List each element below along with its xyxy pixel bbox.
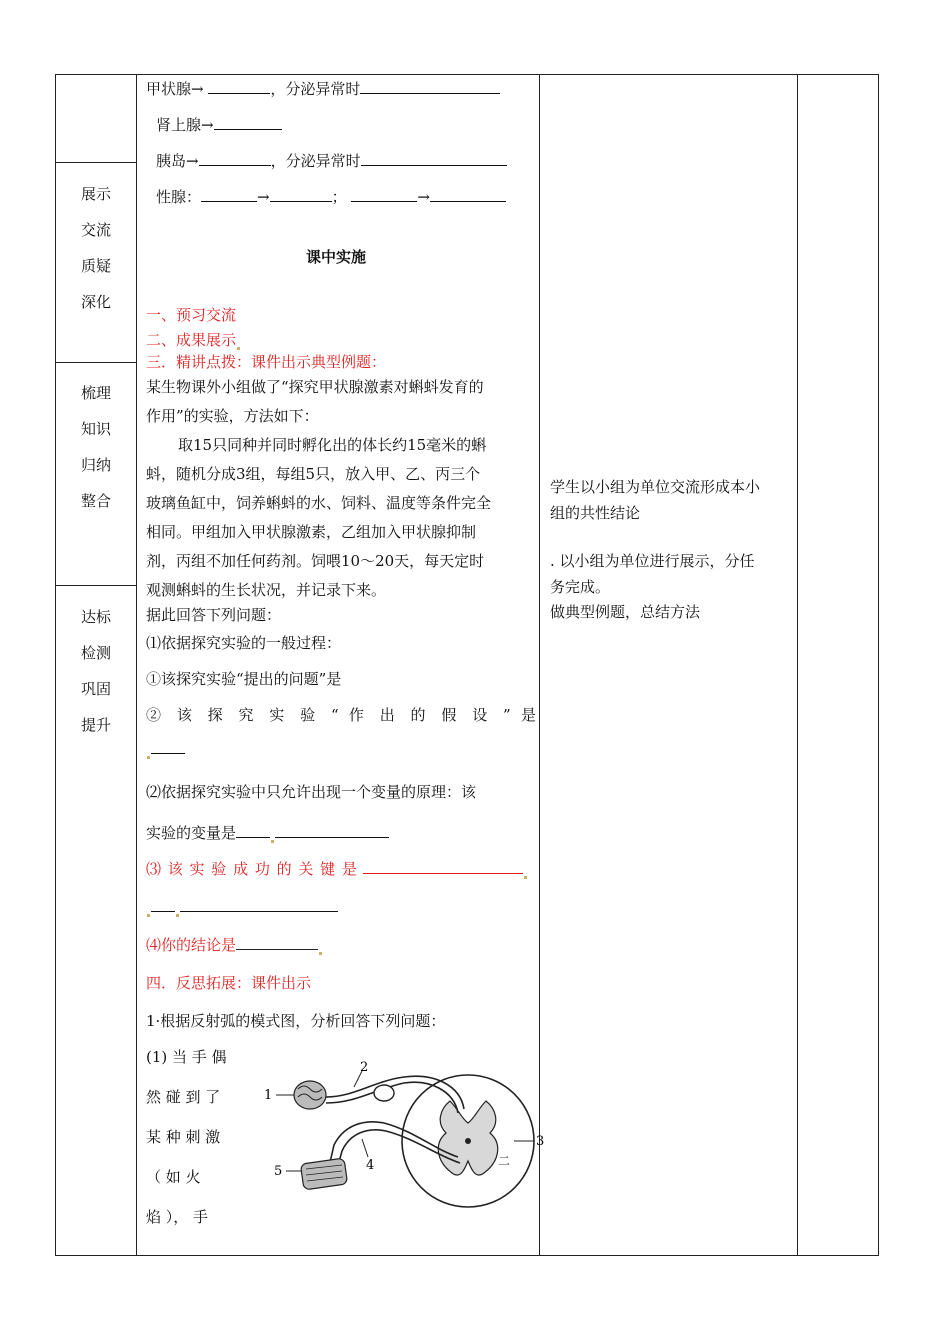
question-1: ⑴依据探究实验的一般过程：: [146, 634, 342, 652]
problem-paragraph-line: 玻璃鱼缸中，饲养蝌蚪的水、饲料、温度等条件完全: [146, 494, 492, 512]
question-3-blank-line: [146, 897, 338, 917]
diagram-label-part: 二: [498, 1154, 511, 1168]
answer-blank[interactable]: [214, 115, 282, 130]
answer-blank[interactable]: [363, 859, 523, 874]
question-2: ⑵依据探究实验中只允许出现一个变量的原理：该: [146, 783, 477, 801]
note-line: 做典型例题，总结方法: [550, 603, 701, 621]
problem-intro-line: 某生物课外小组做了“探究甲状腺激素对蝌蚪发育的: [146, 378, 484, 396]
reflex-side-text: 某 种 刺 激: [146, 1128, 221, 1146]
answer-blank[interactable]: [270, 187, 332, 202]
islet-fill-line: 胰岛→ ，分泌异常时: [156, 151, 507, 171]
reflex-question-title: 1·根据反射弧的模式图，分析回答下列问题：: [146, 1012, 446, 1030]
diagram-label-1: 1: [264, 1088, 273, 1103]
problem-paragraph-line: 取15只同种并同时孵化出的体长约15毫米的蝌: [178, 436, 487, 454]
question-4: ⑷你的结论是: [146, 935, 323, 955]
answer-blank[interactable]: [236, 823, 270, 838]
main-content: [146, 75, 545, 1255]
lesson-plan-table: [55, 74, 879, 1256]
row-divider: [56, 585, 136, 586]
problem-paragraph-line: 剂，丙组不加任何药剂。饲喂10～20天，每天定时: [146, 552, 485, 570]
section-label-display: 展示 交流 质疑 深化: [80, 185, 111, 311]
answer-blank[interactable]: [151, 739, 185, 754]
diagram-label-4: 4: [366, 1158, 375, 1173]
row-divider: [56, 362, 136, 363]
answer-blank[interactable]: [236, 935, 318, 950]
row-divider: [56, 162, 136, 163]
answer-blank[interactable]: [180, 897, 338, 912]
reflex-side-text: （ 如 火: [146, 1168, 201, 1186]
answer-blank[interactable]: [430, 187, 506, 202]
note-line: 学生以小组为单位交流形成本小: [550, 478, 761, 496]
problem-paragraph-line: 相同。甲组加入甲状腺激素，乙组加入甲状腺抑制: [146, 523, 477, 541]
section-label-summary: 梳理 知识 归纳 整合: [80, 384, 111, 510]
step-2: 二、成果展示: [146, 330, 241, 350]
step-1: 一、预习交流: [146, 306, 237, 324]
answer-blank[interactable]: [201, 187, 257, 202]
receptor: [294, 1081, 326, 1109]
note-line: . 以小组为单位进行展示，分任: [550, 552, 755, 570]
label-leader: [362, 1139, 368, 1157]
problem-intro-line: 作用”的实验，方法如下：: [146, 407, 319, 425]
note-line: 务完成。: [550, 578, 611, 596]
reflex-arc-diagram: [264, 1061, 546, 1221]
answer-blank[interactable]: [208, 79, 270, 94]
question-1a: ①该探究实验“提出的问题”是: [146, 670, 342, 688]
effector: [300, 1158, 347, 1190]
question-1b: ② 该 探 究 实 验 “ 作 出 的 假 设 ” 是: [146, 706, 536, 724]
reflex-side-text: 然 碰 到 了: [146, 1088, 221, 1106]
reflex-side-text: (1) 当 手 偶: [146, 1048, 227, 1066]
diagram-label-3: 3: [536, 1134, 545, 1149]
problem-paragraph-line: 观测蝌蚪的生长状况，并记录下来。: [146, 581, 387, 599]
adrenal-fill-line: 肾上腺→: [156, 115, 282, 135]
note-line: 组的共性结论: [550, 504, 641, 522]
section-label-assessment: 达标 检测 巩固 提升: [80, 608, 111, 734]
diagram-label-5: 5: [274, 1164, 283, 1179]
step-3: 三．精讲点拨：课件出示典型例题：: [146, 353, 387, 371]
answer-blank[interactable]: [199, 151, 271, 166]
question-2-variable: 实验的变量是: [146, 823, 389, 843]
question-1b-blank-line: [146, 739, 185, 759]
gonad-fill-line: 性腺： → ； →: [156, 187, 506, 207]
answer-blank[interactable]: [351, 187, 417, 202]
question-3: ⑶ 该 实 验 成 功 的 关 键 是: [146, 859, 528, 879]
column-divider: [136, 75, 137, 1255]
problem-paragraph-line: 蚪，随机分成3组，每组5只，放入甲、乙、丙三个: [146, 465, 481, 483]
diagram-label-2: 2: [360, 1061, 369, 1075]
question-prompt: 据此回答下列问题：: [146, 606, 282, 624]
ganglion: [374, 1085, 394, 1101]
answer-blank[interactable]: [360, 79, 500, 94]
section-heading: 课中实施: [306, 248, 367, 266]
reflex-side-text: 焰 ）， 手: [146, 1208, 209, 1226]
thyroid-fill-line: 甲状腺→ ，分泌异常时: [146, 79, 500, 99]
central-canal: [465, 1138, 471, 1144]
column-divider: [797, 75, 798, 1255]
step-4: 四．反思拓展：课件出示: [146, 974, 312, 992]
answer-blank[interactable]: [275, 823, 389, 838]
activity-notes: [550, 75, 790, 1255]
answer-blank[interactable]: [361, 151, 507, 166]
answer-blank[interactable]: [151, 897, 175, 912]
